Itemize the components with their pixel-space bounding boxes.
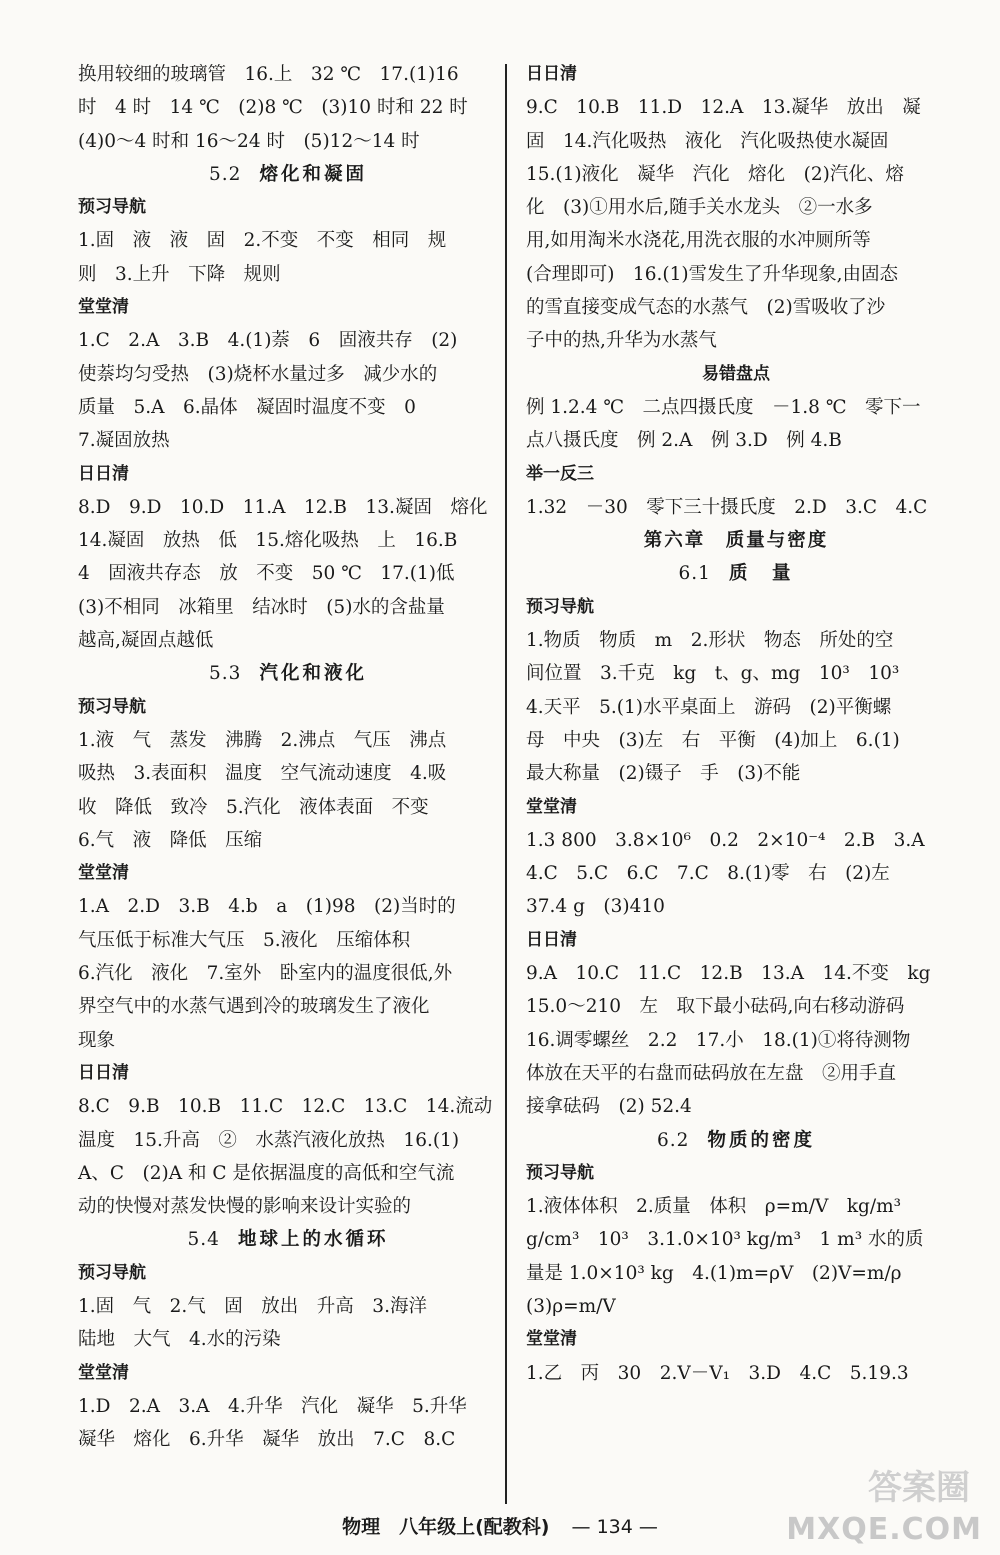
answer-line: (3)ρ=m/V bbox=[526, 1295, 616, 1317]
answer-line: 动的快慢对蒸发快慢的影响来设计实验的 bbox=[78, 1196, 412, 1218]
section-title bbox=[526, 557, 946, 590]
right-column bbox=[526, 58, 946, 1390]
answer-line: 例 1.2.4 ℃ 二点四摄氏度 －1.8 ℃ 零下一 bbox=[526, 396, 921, 418]
answer-line: (3)不相同 冰箱里 结冰时 (5)水的含盐量 bbox=[78, 596, 445, 618]
subsection-heading: 举一反三 bbox=[526, 463, 594, 484]
section-number: 6.2 bbox=[657, 1129, 690, 1151]
section-title bbox=[78, 657, 498, 690]
answer-line: 1.D 2.A 3.A 4.升华 汽化 凝华 5.升华 bbox=[78, 1395, 467, 1417]
answer-line: 质量 5.A 6.晶体 凝固时温度不变 0 bbox=[78, 396, 416, 418]
answer-line: 接拿砝码 (2) 52.4 bbox=[526, 1096, 692, 1118]
subsection-heading: 预习导航 bbox=[78, 197, 146, 218]
answer-line: 最大称量 (2)镊子 手 (3)不能 bbox=[526, 763, 801, 785]
subsection-heading: 堂堂清 bbox=[526, 1329, 577, 1350]
subsection-heading: 日日清 bbox=[78, 463, 129, 484]
footer-subject: 物理 八年级上(配教科) bbox=[342, 1516, 550, 1538]
section-title bbox=[78, 1223, 498, 1256]
section-name: 物质的密度 bbox=[707, 1129, 815, 1151]
answer-line: 14.凝固 放热 低 15.熔化吸热 上 16.B bbox=[78, 530, 458, 552]
answer-line: 37.4 g (3)410 bbox=[526, 896, 665, 918]
subsection-heading: 预习导航 bbox=[526, 1162, 594, 1183]
answer-line: 固 14.汽化吸热 液化 汽化吸热使水凝固 bbox=[526, 130, 889, 152]
answer-line: 1.32 －30 零下三十摄氏度 2.D 3.C 4.C bbox=[526, 496, 928, 518]
subsection-heading: 预习导航 bbox=[78, 696, 146, 717]
answer-line: g/cm³ 10³ 3.1.0×10³ kg/m³ 1 m³ 水的质 bbox=[526, 1229, 924, 1251]
subsection-heading: 预习导航 bbox=[78, 1262, 146, 1283]
answer-line: 陆地 大气 4.水的污染 bbox=[78, 1329, 281, 1351]
answer-line: 15.0～210 左 取下最小砝码,向右移动游码 bbox=[526, 996, 905, 1018]
subsection-heading: 易错盘点 bbox=[702, 363, 770, 384]
answer-line: 1.乙 丙 30 2.V－V₁ 3.D 4.C 5.19.3 bbox=[526, 1362, 909, 1384]
section-number: 6.1 bbox=[678, 563, 711, 585]
answer-line: 收 降低 致冷 5.汽化 液体表面 不变 bbox=[78, 796, 429, 818]
answer-line: 8.C 9.B 10.B 11.C 12.C 13.C 14.流动 bbox=[78, 1096, 493, 1118]
answer-line: 子中的热,升华为水蒸气 bbox=[526, 330, 717, 352]
answer-line: A、C (2)A 和 C 是依据温度的高低和空气流 bbox=[78, 1162, 455, 1184]
answer-line: (4)0～4 时和 16～24 时 (5)12～14 时 bbox=[78, 130, 420, 152]
answer-line: 9.A 10.C 11.C 12.B 13.A 14.不变 kg bbox=[526, 963, 931, 985]
answer-line: 4 固液共存态 放 不变 50 ℃ 17.(1)低 bbox=[78, 563, 455, 585]
answer-line: 1.C 2.A 3.B 4.(1)萘 6 固液共存 (2) bbox=[78, 330, 458, 352]
section-number: 5.3 bbox=[209, 663, 242, 685]
answer-line: 间位置 3.千克 kg t、g、mg 10³ 10³ bbox=[526, 663, 900, 685]
section-number: 5.4 bbox=[187, 1229, 220, 1251]
answer-line: 使萘均匀受热 (3)烧杯水量过多 减少水的 bbox=[78, 363, 438, 385]
subsection-heading: 日日清 bbox=[526, 64, 577, 84]
section-title bbox=[78, 158, 498, 191]
subsection-heading: 堂堂清 bbox=[78, 297, 129, 318]
answer-line: 1.液 气 蒸发 沸腾 2.沸点 气压 沸点 bbox=[78, 729, 447, 751]
answer-line: 点八摄氏度 例 2.A 例 3.D 例 4.B bbox=[526, 430, 842, 452]
page-number: — 134 — bbox=[571, 1516, 658, 1538]
subsection-heading: 日日清 bbox=[526, 929, 577, 950]
subsection-heading: 堂堂清 bbox=[78, 1362, 129, 1383]
answer-line: 温度 15.升高 ② 水蒸汽液化放热 16.(1) bbox=[78, 1129, 460, 1151]
answer-line: 6.气 液 降低 压缩 bbox=[78, 829, 263, 851]
answer-line: 7.凝固放热 bbox=[78, 430, 170, 452]
subsection-heading: 预习导航 bbox=[526, 596, 594, 617]
answer-line: 8.D 9.D 10.D 11.A 12.B 13.凝固 熔化 bbox=[78, 496, 488, 518]
answer-line: (合理即可) 16.(1)雪发生了升华现象,由固态 bbox=[526, 263, 898, 285]
subsection-heading: 堂堂清 bbox=[78, 863, 129, 884]
subsection-heading: 日日清 bbox=[78, 1062, 129, 1083]
answer-line: 16.调零螺丝 2.2 17.小 18.(1)①将待测物 bbox=[526, 1029, 911, 1051]
answer-line: 体放在天平的右盘而砝码放在左盘 ②用手直 bbox=[526, 1062, 897, 1084]
answer-line: 用,如用淘米水浇花,用洗衣服的水冲厕所等 bbox=[526, 230, 871, 252]
watermark-text: MXQE.COM bbox=[786, 1512, 982, 1547]
chapter-title: 第六章 质量与密度 bbox=[643, 530, 829, 552]
subsection-heading: 堂堂清 bbox=[526, 796, 577, 817]
section-title bbox=[526, 1124, 946, 1157]
section-name: 地球上的水循环 bbox=[237, 1229, 389, 1251]
answer-line: 9.C 10.B 11.D 12.A 13.凝华 放出 凝 bbox=[526, 97, 921, 119]
answer-line: 时 4 时 14 ℃ (2)8 ℃ (3)10 时和 22 时 bbox=[78, 97, 468, 119]
answer-line: 4.天平 5.(1)水平桌面上 游码 (2)平衡螺 bbox=[526, 696, 892, 718]
section-number: 5.2 bbox=[209, 163, 242, 185]
answer-line: 凝华 熔化 6.升华 凝华 放出 7.C 8.C bbox=[78, 1429, 456, 1451]
section-name: 质 量 bbox=[728, 563, 794, 585]
answer-line: 化 (3)①用水后,随手关水龙头 ②一水多 bbox=[526, 197, 873, 219]
answer-line: 1.物质 物质 m 2.形状 物态 所处的空 bbox=[526, 630, 894, 652]
answer-line: 越高,凝固点越低 bbox=[78, 630, 214, 652]
answer-line: 1.3 800 3.8×10⁶ 0.2 2×10⁻⁴ 2.B 3.A bbox=[526, 829, 925, 851]
answer-line: 气压低于标准大气压 5.液化 压缩体积 bbox=[78, 929, 411, 951]
answer-line: 的雪直接变成气态的水蒸气 (2)雪吸收了沙 bbox=[526, 297, 886, 319]
answer-line: 母 中央 (3)左 右 平衡 (4)加上 6.(1) bbox=[526, 729, 900, 751]
left-column bbox=[78, 58, 498, 1456]
answer-line: 则 3.上升 下降 规则 bbox=[78, 263, 281, 285]
answer-line: 1.A 2.D 3.B 4.b a (1)98 (2)当时的 bbox=[78, 896, 456, 918]
answer-line: 1.液体体积 2.质量 体积 ρ=m/V kg/m³ bbox=[526, 1196, 902, 1218]
column-divider bbox=[505, 64, 507, 1504]
answer-line: 4.C 5.C 6.C 7.C 8.(1)零 右 (2)左 bbox=[526, 863, 890, 885]
section-name: 汽化和液化 bbox=[259, 663, 367, 685]
answer-line: 换用较细的玻璃管 16.上 32 ℃ 17.(1)16 bbox=[78, 64, 459, 85]
answer-line: 1.固 液 液 固 2.不变 不变 相同 规 bbox=[78, 230, 447, 252]
answer-line: 15.(1)液化 凝华 汽化 熔化 (2)汽化、熔 bbox=[526, 163, 904, 185]
answer-line: 界空气中的水蒸气遇到冷的玻璃发生了液化 bbox=[78, 996, 430, 1018]
watermark-logo: 答案圈 bbox=[868, 1468, 970, 1508]
answer-line: 6.汽化 液化 7.室外 卧室内的温度很低,外 bbox=[78, 963, 453, 985]
answer-line: 吸热 3.表面积 温度 空气流动速度 4.吸 bbox=[78, 763, 447, 785]
answer-line: 1.固 气 2.气 固 放出 升高 3.海洋 bbox=[78, 1295, 427, 1317]
answer-line: 现象 bbox=[78, 1029, 116, 1051]
answer-line: 量是 1.0×10³ kg 4.(1)m=ρV (2)V=m/ρ bbox=[526, 1262, 902, 1284]
section-name: 熔化和凝固 bbox=[259, 163, 367, 185]
